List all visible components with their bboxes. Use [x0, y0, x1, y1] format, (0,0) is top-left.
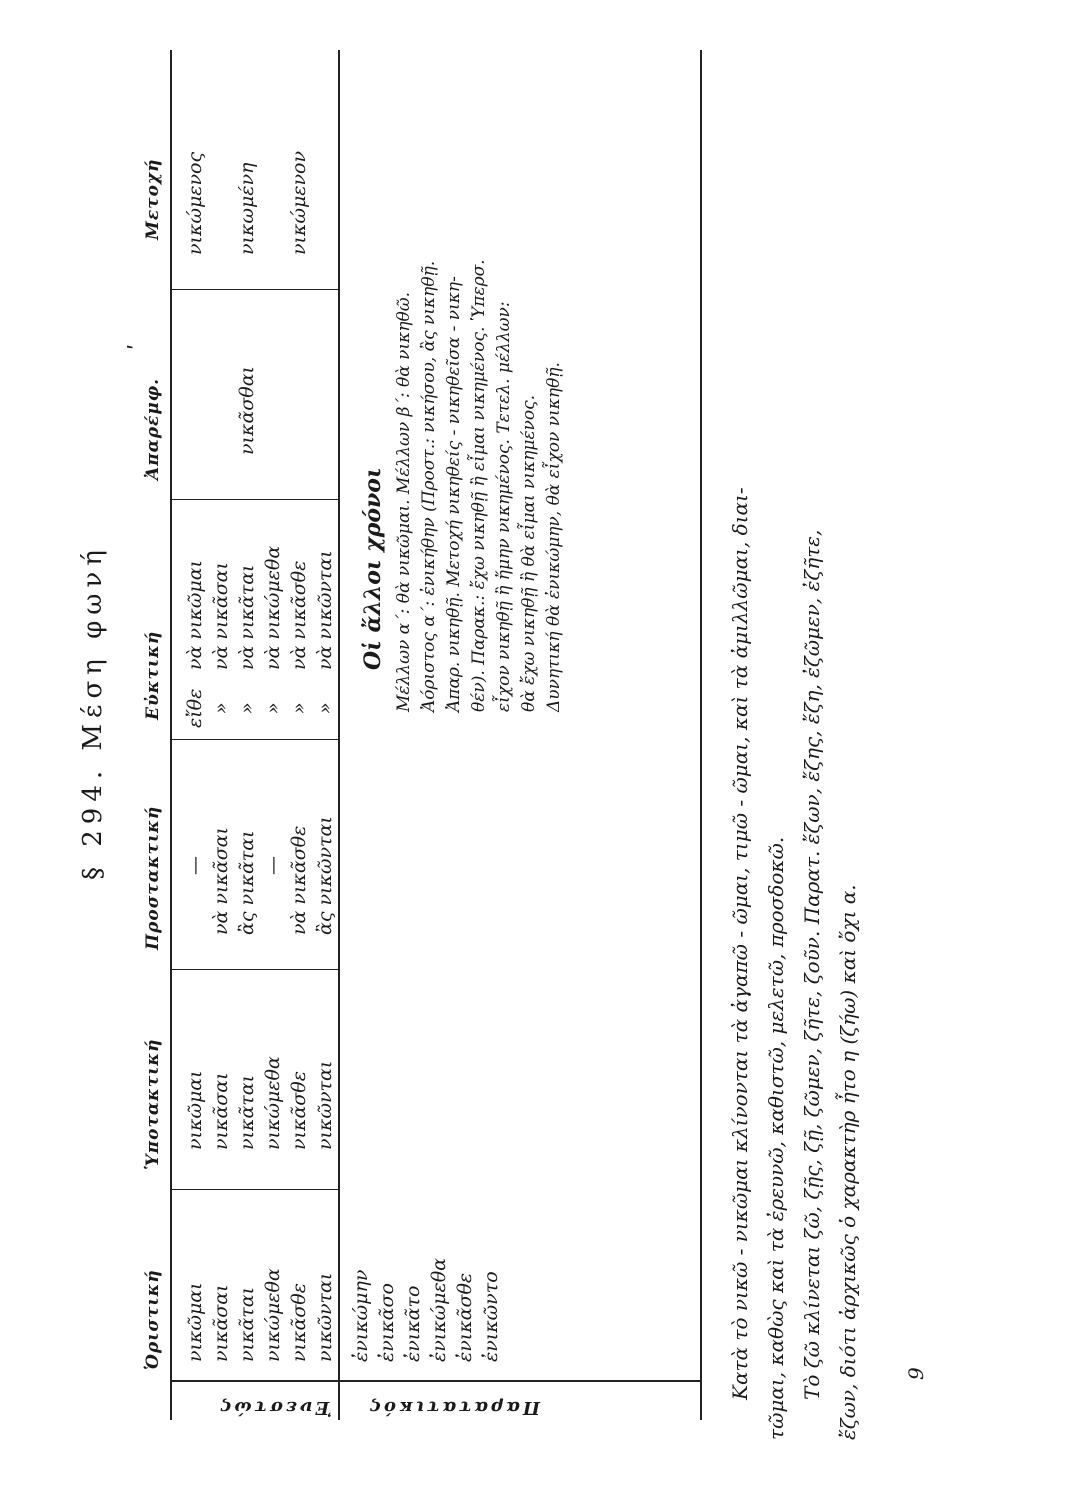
side-divider	[170, 1380, 700, 1382]
enestos-ypotaktiki	[182, 1056, 338, 1150]
label-enestos: Ἐνεστώς	[217, 1397, 332, 1418]
other-tenses-line: εἶχον νικηθῇ ἢ ἤμην νικημένος. Τετελ. μέλλων:	[494, 301, 514, 712]
form-cell: ἐνικώμην	[350, 1269, 372, 1362]
enestos-prostaktiki	[182, 816, 338, 935]
form-cell: νικῶμαι	[184, 1282, 206, 1362]
form-cell: νικῶνται	[314, 1272, 336, 1362]
form-cell: νικᾶσθε	[288, 1283, 310, 1362]
other-tenses-line: Μέλλων α΄: θὰ νικῶμαι. Μέλλων β΄: θὰ νικηθῶ.	[394, 291, 414, 712]
form-cell: νικᾶσαι	[210, 1072, 232, 1150]
header-oristiki: Ὁριστική	[143, 1269, 163, 1370]
form-cell: νικώμενον	[288, 150, 310, 255]
enestos-euktiki	[182, 546, 338, 670]
form-cell: νικᾶται	[236, 1286, 258, 1362]
paragraph-line: τῶμαι, καθὼς καὶ τὰ ἐρευνῶ, καθιστῶ, μελετῶ, προσδοκῶ.	[764, 836, 788, 1440]
form-cell: ἐνικῶντο	[480, 1271, 502, 1362]
other-tenses-line: Ἀπαρ. νικηθῇ. Μετοχή νικηθείς - νικηθεῖσα - νικη-	[444, 276, 464, 712]
form-cell: νικᾶσαι	[210, 1284, 232, 1362]
header-ypotaktiki: Ὑποτακτική	[143, 1038, 163, 1170]
form-cell: νικᾶσθαι	[236, 366, 258, 455]
col-divider-1	[170, 1189, 338, 1190]
form-cell: εἴθε	[184, 688, 206, 728]
other-tenses-line: θέν). Παρακ.: ἔχω νικηθῇ ἢ εἶμαι νικημένος. Ὑπερσ.	[469, 259, 489, 712]
other-tenses-line: Ἀόριστος α΄: ἐνικήθην (Προστ.: νικήσου, ἂς νικηθῇ.	[419, 260, 439, 712]
form-cell: ἐνικώμεθα	[428, 1258, 450, 1362]
form-cell: ἂς νικᾶται	[236, 830, 258, 935]
col-divider-4	[170, 499, 338, 500]
form-cell: νὰ νικᾶσθε	[288, 560, 310, 670]
form-cell: νικῶμαι	[184, 1070, 206, 1150]
other-tenses-title: Οἱ ἄλλοι χρόνοι	[360, 467, 386, 670]
form-cell: ἐνικᾶτο	[402, 1285, 424, 1362]
col-divider-3	[170, 739, 338, 740]
form-cell: —	[184, 856, 206, 875]
form-cell: »	[262, 702, 284, 714]
form-cell: »	[236, 702, 258, 714]
form-cell: »	[288, 702, 310, 714]
form-cell: νικᾶται	[236, 1074, 258, 1150]
form-cell: »	[210, 702, 232, 714]
scan-mark: ʹ	[126, 343, 151, 350]
header-prostaktiki: Προστακτική	[143, 805, 163, 950]
form-cell: νὰ νικᾶσθε	[288, 825, 310, 935]
form-cell: νικωμένη	[236, 162, 258, 255]
form-cell: νικώμεθα	[262, 1268, 284, 1362]
page-sheet	[70, 40, 990, 1440]
other-tenses-line: θὰ ἔχω νικηθῇ ἢ θὰ εἶμαι νικημένος.	[519, 394, 539, 712]
form-cell: νὰ νικᾶται	[236, 564, 258, 670]
enestos-metochi	[182, 151, 312, 255]
paragraph-line: ἔζων, διότι ἀρχικῶς ὁ χαρακτὴρ ἦτο η (ζήω) καὶ ὄχι α.	[836, 884, 860, 1440]
form-cell: —	[262, 856, 284, 875]
enestos-euktiki-prefix	[182, 689, 338, 728]
form-cell: νὰ νικώμεθα	[262, 545, 284, 670]
paragraph-line: Τὸ ζῶ κλίνεται ζῶ, ζῇς, ζῇ, ζῶμεν, ζῆτε, ζοῦν. Παρατ. ἔζων, ἔζης, ἔζη, ἐζῶμεν, ἐζῆτε,	[800, 529, 824, 1400]
header-aparemfato: Ἀπαρέμφ.	[143, 377, 163, 480]
form-cell: νικῶνται	[314, 1060, 336, 1150]
paragraph-line: Κατὰ τὸ νικῶ - νικῶμαι κλίνονται τὰ ἀγαπῶ - ῶμαι, τιμῶ - ῶμαι, καὶ τὰ ἀμιλλῶμαι, διαι-	[728, 487, 752, 1400]
form-cell: ἐνικᾶσο	[376, 1283, 398, 1362]
other-tenses-line: Δυνητική θὰ ἐνικώμην, θὰ εἶχον νικηθῇ.	[544, 362, 564, 712]
form-cell: νὰ νικᾶσαι	[210, 562, 232, 670]
col-divider-5	[170, 289, 338, 290]
enestos-oristiki	[182, 1268, 338, 1362]
label-paratatikos: Παρατατικός	[367, 1397, 540, 1418]
bottom-rule	[700, 50, 702, 1420]
form-cell: ἂς νικῶνται	[314, 816, 336, 935]
form-cell: ἐνικᾶσθε	[454, 1272, 476, 1362]
form-cell: νικώμεθα	[262, 1056, 284, 1150]
form-cell: νὰ νικῶνται	[314, 550, 336, 670]
col-divider-2	[170, 969, 338, 970]
section-rule	[338, 50, 340, 1420]
other-tenses-block	[392, 72, 567, 712]
page-number: 9	[904, 1367, 928, 1380]
form-cell: »	[314, 702, 336, 714]
header-metochi: Μετοχή	[143, 158, 163, 240]
form-cell: νὰ νικῶμαι	[184, 559, 206, 670]
form-cell: νικώμενος	[184, 151, 206, 255]
header-euktiki: Εὐκτική	[143, 630, 163, 720]
form-cell: νικᾶσθε	[288, 1071, 310, 1150]
enestos-aparemfato	[234, 366, 260, 455]
paratatikos-oristiki	[348, 1258, 504, 1362]
header-rule	[170, 50, 172, 1420]
section-title: § 294. Μέση φωνή	[78, 544, 108, 880]
form-cell: νὰ νικᾶσαι	[210, 827, 232, 935]
